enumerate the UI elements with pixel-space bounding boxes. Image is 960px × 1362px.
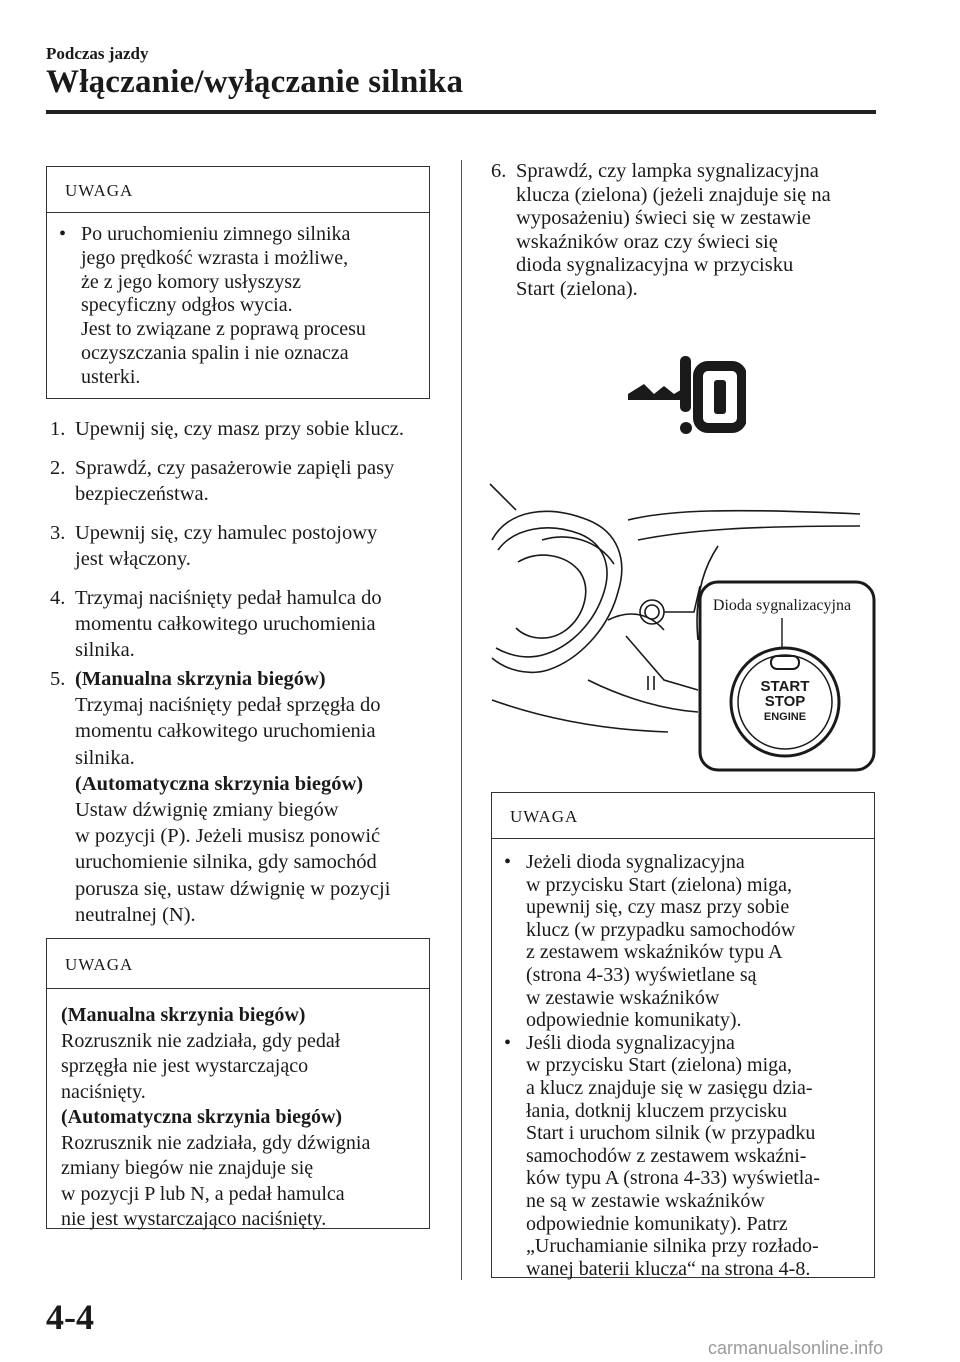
title-rule — [46, 110, 876, 114]
auto-heading: (Automatyczna skrzynia biegów) — [61, 1106, 343, 1128]
page-title: Włączanie/wyłączanie silnika — [46, 64, 464, 100]
note-line: Start i uruchom silnik (w przypadku — [526, 1122, 816, 1145]
note-box-indicator — [491, 792, 875, 1278]
column-divider — [461, 160, 462, 1280]
step-line: Ustaw dźwignię zmiany biegów — [75, 799, 339, 822]
step-line: wyposażeniu) świeci się w zestawie — [516, 207, 811, 230]
note-heading: UWAGA — [47, 167, 429, 213]
note-line: ne są w zestawie wskaźników — [526, 1189, 765, 1212]
note-body — [47, 1003, 429, 1233]
step-number: 4. — [50, 587, 66, 609]
step-number: 3. — [50, 522, 66, 544]
step-line: Sprawdź, czy lampka sygnalizacyjna — [516, 160, 819, 182]
step-line: Trzymaj naciśnięty pedał sprzęgła do — [75, 694, 381, 717]
note-line: nie jest wystarczająco naciśnięty. — [61, 1208, 327, 1230]
note-line: w przycisku Start (zielona) miga, — [526, 1054, 793, 1077]
note-line: Jeżeli dioda sygnalizacyjna — [526, 851, 745, 873]
note-bullet-item — [492, 851, 874, 1032]
note-line: specyficzny odgłos wycia. — [81, 294, 293, 317]
button-label-engine: ENGINE — [763, 711, 807, 723]
step-line: silnika. — [75, 639, 135, 662]
note-line: klucz (w przypadku samochodów — [526, 918, 796, 941]
step-line: porusza się, ustaw dźwignię w pozycji — [75, 877, 391, 900]
note-line: że z jego komory usłyszysz — [81, 270, 301, 293]
section-label: Podczas jazdy — [46, 44, 149, 63]
note-line: Jeśli dioda sygnalizacyjna — [526, 1031, 735, 1054]
step-3 — [50, 520, 377, 572]
note-line: Rozrusznik nie zadziała, gdy pedał — [61, 1029, 341, 1052]
step-line: jest włączony. — [75, 548, 191, 571]
step-number: 6. — [491, 160, 507, 182]
step-line: silnika. — [75, 746, 135, 769]
note-line: jego prędkość wzrasta i możliwe, — [81, 246, 349, 269]
note-line: odpowiednie komunikaty). Patrz — [526, 1212, 788, 1235]
step-line: Upewnij się, czy hamulec postojowy — [75, 522, 378, 544]
manual-heading: (Manualna skrzynia biegów) — [61, 1004, 306, 1026]
note-line: Rozrusznik nie zadziała, gdy dźwignia — [61, 1131, 371, 1154]
step-number: 5. — [50, 668, 66, 690]
note-line: zmiany biegów nie znajduje się — [61, 1157, 314, 1179]
step-line: Start (zielona). — [516, 277, 638, 300]
note-box-cold-engine — [46, 166, 430, 399]
step-line: Trzymaj naciśnięty pedał hamulca do — [75, 587, 382, 609]
note-line: naciśnięty. — [61, 1080, 146, 1103]
note-line: usterki. — [81, 365, 141, 388]
note-line: odpowiednie komunikaty). — [526, 1009, 742, 1032]
step-line: wskaźników oraz czy świeci się — [516, 230, 778, 253]
note-line: a klucz znajduje się w zasięgu dzia- — [526, 1076, 813, 1099]
auto-heading: (Automatyczna skrzynia biegów) — [75, 772, 364, 795]
note-box-starter — [46, 938, 430, 1229]
note-bullet-item — [47, 223, 429, 390]
step-number: 2. — [50, 457, 66, 479]
step-line: momentu całkowitego uruchomienia — [75, 720, 376, 743]
note-heading: UWAGA — [47, 939, 429, 989]
bullet-icon: • — [504, 1031, 512, 1054]
step-line: bezpieczeństwa. — [75, 483, 209, 506]
note-line: w zestawie wskaźników — [526, 986, 720, 1009]
note-line: (strona 4-33) wyświetlane są — [526, 963, 757, 986]
step-5 — [50, 666, 390, 928]
note-line: samochodów z zestawem wskaźni- — [526, 1144, 807, 1167]
step-6 — [491, 160, 831, 302]
note-line: Po uruchomieniu zimnego silnika — [81, 223, 351, 245]
step-4 — [50, 585, 382, 664]
step-line: neutralnej (N). — [75, 903, 196, 926]
button-label-stop: STOP — [764, 693, 806, 710]
note-line: z zestawem wskaźników typu A — [526, 941, 783, 964]
step-line: dioda sygnalizacyjna w przycisku — [516, 254, 794, 277]
note-line: upewnij się, czy masz przy sobie — [526, 896, 790, 919]
note-line: sprzęgła nie jest wystarczająco — [61, 1055, 309, 1077]
figure-callout: Dioda sygnalizacyjna — [712, 597, 852, 614]
note-line: „Uruchamianie silnika przy rozłado- — [526, 1235, 819, 1258]
note-line: oczyszczania spalin i nie oznacza — [81, 341, 349, 364]
dashboard-illustration — [488, 480, 876, 772]
step-line: Upewnij się, czy masz przy sobie klucz. — [75, 418, 405, 440]
watermark: carmanualsonline.info — [708, 1338, 884, 1358]
key-warning-icon — [620, 350, 746, 440]
button-label-start: START — [760, 678, 810, 695]
note-heading: UWAGA — [492, 793, 874, 839]
step-line: uruchomienie silnika, gdy samochód — [75, 851, 377, 874]
bullet-icon: • — [59, 223, 67, 245]
manual-heading: (Manualna skrzynia biegów) — [75, 668, 326, 690]
step-line: klucza (zielona) (jeżeli znajduje się na — [516, 183, 831, 206]
page-number: 4-4 — [46, 1297, 94, 1337]
note-line: w przycisku Start (zielona) miga, — [526, 873, 793, 896]
step-number: 1. — [50, 418, 66, 440]
step-line: momentu całkowitego uruchomienia — [75, 613, 376, 636]
step-2 — [50, 455, 394, 507]
note-line: Jest to związane z poprawą procesu — [81, 318, 366, 341]
note-bullet-item — [492, 1032, 874, 1281]
bullet-icon: • — [504, 851, 512, 873]
step-line: w pozycji (P). Jeżeli musisz ponowić — [75, 825, 381, 848]
note-line: w pozycji P lub N, a pedał hamulca — [61, 1182, 345, 1205]
note-line: łania, dotknij kluczem przycisku — [526, 1099, 788, 1122]
note-line: wanej baterii klucza“ na strona 4-8. — [526, 1257, 811, 1280]
step-1 — [50, 416, 404, 442]
step-line: Sprawdź, czy pasażerowie zapięli pasy — [75, 457, 395, 479]
note-line: ków typu A (strona 4-33) wyświetla- — [526, 1167, 820, 1190]
